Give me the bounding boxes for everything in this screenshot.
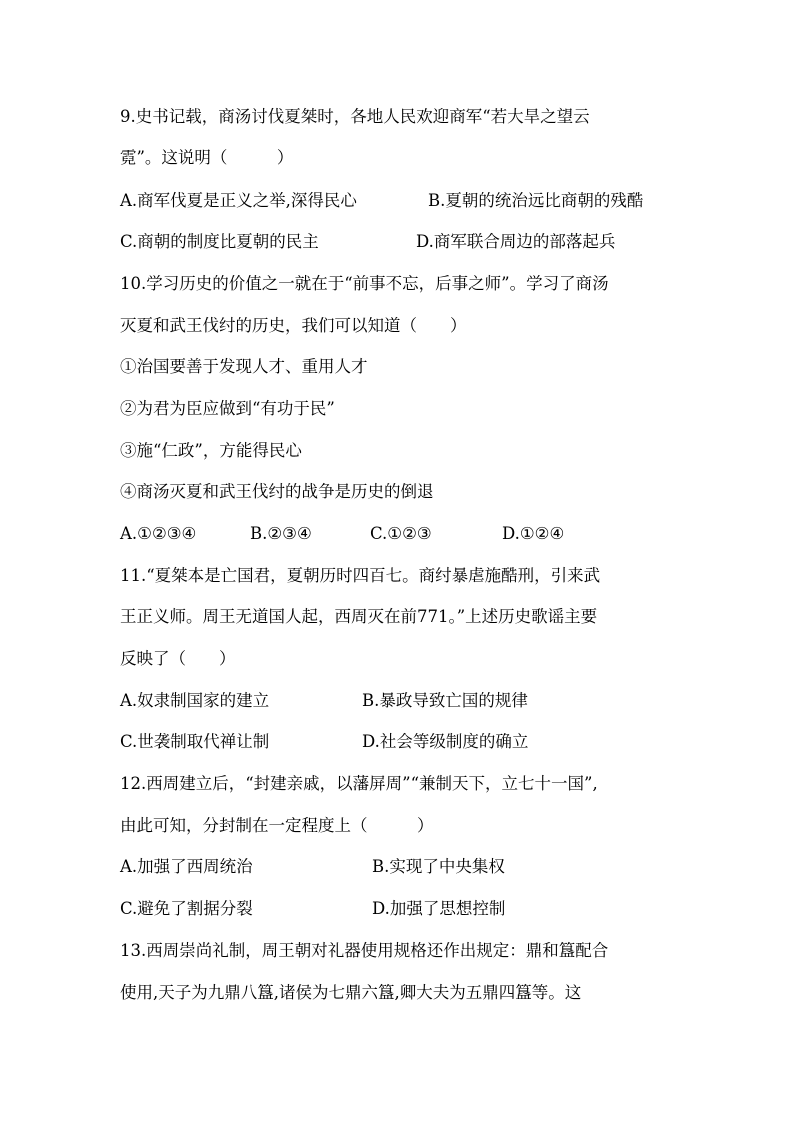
q9-stem-line-1: 9.史书记载，商汤讨伐夏桀时，各地人民欢迎商军“若大旱之望云 <box>120 107 590 126</box>
q12-option-c[interactable]: C.避免了割据分裂 <box>120 899 253 918</box>
q9-stem-line-2: 霓”。这说明（ ） <box>120 148 294 167</box>
q12-option-a[interactable]: A.加强了西周统治 <box>120 857 253 876</box>
q10-statement-2: ②为君为臣应做到“有功于民” <box>120 399 335 418</box>
q12-option-b[interactable]: B.实现了中央集权 <box>372 857 505 876</box>
q9-option-a[interactable]: A.商军伐夏是正义之举,深得民心 <box>120 191 357 210</box>
q13-stem-line-2: 使用,天子为九鼎八簋,诸侯为七鼎六簋,卿大夫为五鼎四簋等。这 <box>120 983 582 1002</box>
q12-stem-line-2: 由此可知，分封制在一定程度上（ ） <box>120 816 434 835</box>
q10-option-d[interactable]: D.①②④ <box>502 524 565 543</box>
q10-statement-1: ①治国要善于发现人才、重用人才 <box>120 357 368 376</box>
q11-option-b[interactable]: B.暴政导致亡国的规律 <box>362 691 528 710</box>
q10-statement-3: ③施“仁政”，方能得民心 <box>120 441 302 460</box>
q11-stem-line-2: 王正义师。周王无道国人起，西周灭在前771。”上述历史歌谣主要 <box>120 607 598 626</box>
q12-option-d[interactable]: D.加强了思想控制 <box>372 899 506 918</box>
q10-option-c[interactable]: C.①②③ <box>370 524 432 543</box>
q10-stem-line-1: 10.学习历史的价值之一就在于“前事不忘，后事之师”。学习了商汤 <box>120 274 609 293</box>
q11-stem-line-3: 反映了（ ） <box>120 649 236 668</box>
q11-option-d[interactable]: D.社会等级制度的确立 <box>362 732 529 751</box>
q12-stem-line-1: 12.西周建立后，“封建亲戚，以藩屏周”“兼制天下，立七十一国”, <box>120 774 598 793</box>
q10-stem-line-2: 灭夏和武王伐纣的历史，我们可以知道（ ） <box>120 316 467 335</box>
q9-option-c[interactable]: C.商朝的制度比夏朝的民主 <box>120 232 319 251</box>
q10-option-b[interactable]: B.②③④ <box>250 524 312 543</box>
q11-stem-line-1: 11.“夏桀本是亡国君，夏朝历时四百七。商纣暴虐施酷刑，引来武 <box>120 566 601 585</box>
q10-option-a[interactable]: A.①②③④ <box>120 524 197 543</box>
q10-statement-4: ④商汤灭夏和武王伐纣的战争是历史的倒退 <box>120 482 434 501</box>
q11-option-a[interactable]: A.奴隶制国家的建立 <box>120 691 270 710</box>
q9-option-d[interactable]: D.商军联合周边的部落起兵 <box>416 232 616 251</box>
q11-option-c[interactable]: C.世袭制取代禅让制 <box>120 732 270 751</box>
q9-option-b[interactable]: B.夏朝的统治远比商朝的残酷 <box>428 191 644 210</box>
q13-stem-line-1: 13.西周崇尚礼制，周王朝对礼器使用规格还作出规定：鼎和簋配合 <box>120 941 609 960</box>
